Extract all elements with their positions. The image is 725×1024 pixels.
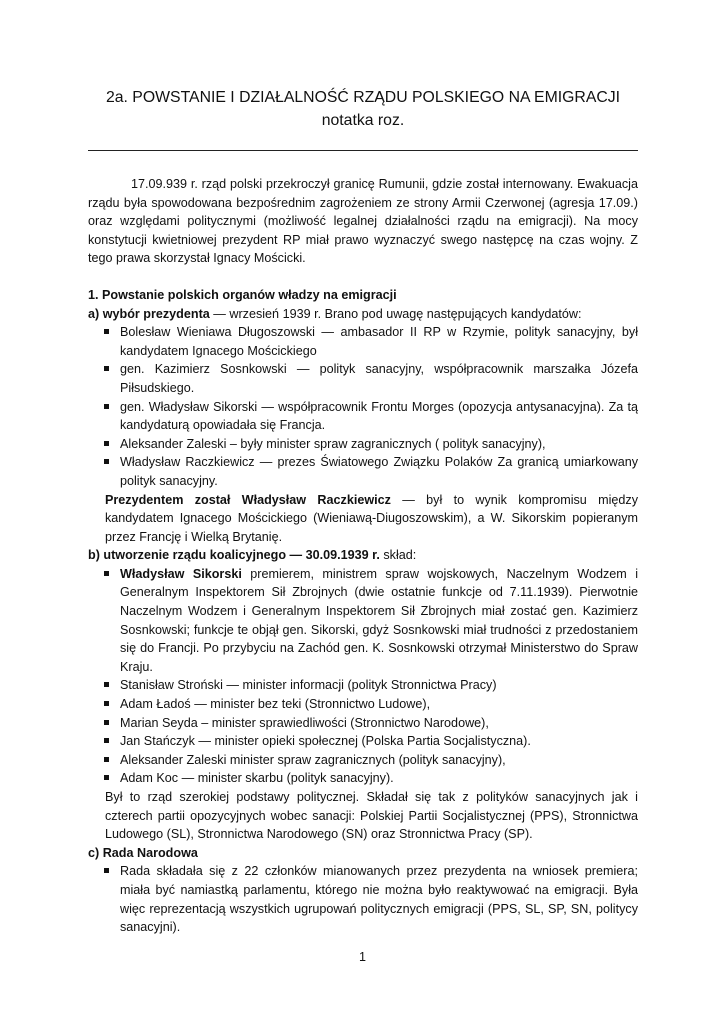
subsection-b bbox=[88, 546, 638, 565]
list-item bbox=[88, 565, 638, 677]
subsection-a-label: a) wybór prezydenta bbox=[88, 306, 210, 321]
page-number: 1 bbox=[358, 950, 366, 964]
government-summary: Był to rząd szerokiej podstawy politycznej. Składał się tak z polityków sanacyjnych jak i czterech partii opozycyjnych wobec sanacji: Polskiej Partii Socjalistycznej (PPS), Stronnictwa Ludowego (SL), Stronnictwa Narodowego (SN) oraz Stronnictwa Pracy (SP). bbox=[105, 790, 638, 842]
list-item bbox=[88, 435, 638, 454]
list-item bbox=[88, 732, 638, 751]
subsection-a-text: — wrzesień 1939 r. Brano pod uwagę następujących kandydatów: bbox=[209, 306, 582, 321]
list-item bbox=[88, 769, 638, 788]
bullet-icon bbox=[104, 459, 109, 464]
list-item bbox=[88, 323, 638, 360]
bullet-icon bbox=[104, 682, 109, 687]
bullet-icon bbox=[104, 571, 109, 576]
list-item-bold: Władysław Sikorski bbox=[120, 566, 242, 581]
subsection-a bbox=[88, 305, 638, 324]
list-item-text: Aleksander Zaleski minister spraw zagranicznych (polityk sanacyjny), bbox=[120, 752, 506, 767]
candidates-list bbox=[88, 323, 638, 490]
bullet-icon bbox=[104, 366, 109, 371]
bullet-icon bbox=[104, 720, 109, 725]
bullet-icon bbox=[104, 701, 109, 706]
list-item-text: Stanisław Stroński — minister informacji (polityk Stronnictwa Pracy) bbox=[120, 678, 497, 693]
title-block bbox=[88, 86, 638, 132]
list-item bbox=[88, 360, 638, 397]
list-item bbox=[88, 676, 638, 695]
list-item bbox=[88, 398, 638, 435]
title-divider bbox=[88, 150, 638, 151]
document-body bbox=[88, 175, 638, 937]
list-item-text: Rada składała się z 22 członków mianowanych przez prezydenta na wniosek premiera; miała być namiastką parlamentu, którego nie można było reaktywować na emigracji. Była więc reprezentacją wszystkich ugrupowań politycznych emigracji (PPS, SL, SP, SN, politycy sanacyjni). bbox=[120, 864, 638, 935]
list-item bbox=[88, 751, 638, 770]
list-item bbox=[88, 453, 638, 490]
page-title: 2a. POWSTANIE I DZIAŁALNOŚĆ RZĄDU POLSKIEGO NA EMIGRACJI bbox=[105, 89, 621, 106]
bullet-icon bbox=[104, 775, 109, 780]
subsection-b-text: skład: bbox=[379, 548, 417, 563]
list-item-text: Aleksander Zaleski – były minister spraw zagranicznych ( polityk sanacyjny), bbox=[120, 436, 546, 451]
list-item-text: gen. Kazimierz Sosnkowski — polityk sanacyjny, współpracownik marszałka Józefa Piłsudskiego. bbox=[120, 362, 638, 395]
list-item-text: premierem, ministrem spraw wojskowych, Naczelnym Wodzem i Generalnym Inspektorem Sił Zbrojnych (dwie ostatnie funkcje od 7.11.1939). Pierwotnie Naczelnym Wodzem i Generalnym Inspektorem Sił Zbrojnych miał zostać gen. Kazimierz Sosnkowski; funkcje te objął gen. Sikorski, gdyż Sosnkowski miał trudności z przedostaniem się do Francji. Po przybyciu na Zachód gen. K. Sosnkowski otrzymał Ministerstwo do Spraw Kraju. bbox=[120, 566, 638, 674]
list-item-text: Władysław Raczkiewicz — prezes Światowego Związku Polaków Za granicą umiarkowany polityk sanacyjny. bbox=[120, 455, 638, 488]
section-heading: 1. Powstanie polskich organów władzy na emigracji bbox=[88, 287, 397, 302]
list-item-text: Adam Ładoś — minister bez teki (Stronnictwo Ludowe), bbox=[120, 697, 431, 712]
list-item bbox=[88, 695, 638, 714]
bullet-icon bbox=[104, 868, 109, 873]
government-list bbox=[88, 565, 638, 788]
list-item-text: Bolesław Wieniawa Długoszowski — ambasador II RP w Rzymie, polityk sanacyjny, był kandydatem Ignacego Mościckiego bbox=[120, 325, 638, 358]
list-item-text: Marian Seyda – minister sprawiedliwości (Stronnictwo Narodowe), bbox=[120, 715, 489, 730]
bullet-icon bbox=[104, 329, 109, 334]
president-result-bold: Prezydentem został Władysław Raczkiewicz bbox=[105, 492, 391, 507]
bullet-icon bbox=[104, 404, 109, 409]
subsection-b-label: b) utworzenie rządu koalicyjnego — 30.09.1939 r. bbox=[88, 548, 380, 563]
bullet-icon bbox=[104, 738, 109, 743]
president-result bbox=[88, 491, 638, 547]
list-item bbox=[88, 862, 638, 936]
list-item-text: Adam Koc — minister skarbu (polityk sanacyjny). bbox=[120, 771, 394, 786]
council-list bbox=[88, 862, 638, 936]
list-item-text: gen. Władysław Sikorski — współpracownik Frontu Morges (opozycja antysanacyjna). Za tą kandydaturą opowiadała się Francja. bbox=[120, 399, 638, 433]
list-item-text: Jan Stańczyk — minister opieki społecznej (Polska Partia Socjalistyczna). bbox=[120, 734, 531, 749]
page-subtitle: notatka roz. bbox=[321, 112, 405, 129]
bullet-icon bbox=[104, 441, 109, 446]
subsection-c-label: c) Rada Narodowa bbox=[88, 845, 198, 860]
intro-paragraph: 17.09.939 r. rząd polski przekroczył granicę Rumunii, gdzie został internowany. Ewakuacja rządu była spowodowana bezpośrednim zagrożeniem ze strony Armii Czerwonej (agresja 17.09.) oraz względami politycznymi (możliwość legalnej działalności rządu na emigracji). Na mocy konstytucji kwietniowej prezydent RP miał prawo wyznaczyć swego następcę na czas wojny. Z tego prawa skorzystał Ignacy Mościcki. bbox=[88, 177, 638, 266]
bullet-icon bbox=[104, 757, 109, 762]
list-item bbox=[88, 714, 638, 733]
president-result-text: — był to wynik kompromisu między kandydatem Ignacego Mościckiego (Wieniawą-Diugoszowskim), a W. Sikorskim popieranym przez Francję i Wielką Brytanię. bbox=[105, 492, 638, 544]
